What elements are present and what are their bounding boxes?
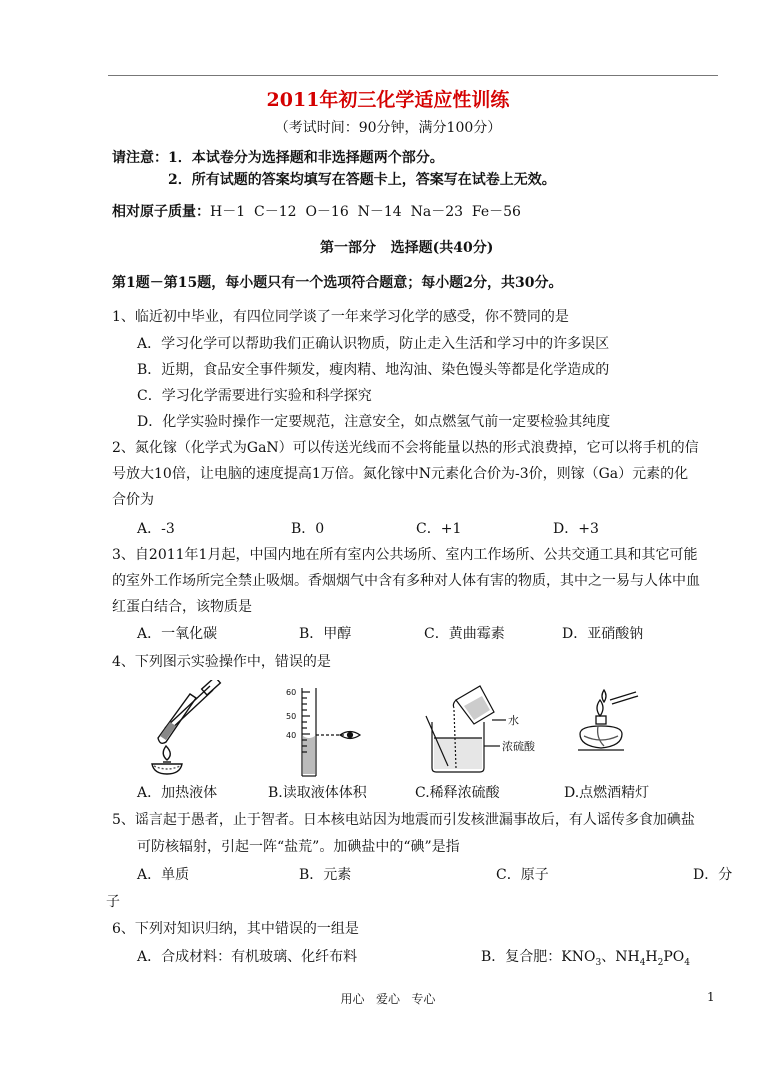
q1-stem: 1、临近初中毕业，有四位同学谈了一年来学习化学的感受，你不赞同的是 [112, 309, 569, 325]
q4-option-a: A．加热液体 [137, 785, 218, 801]
q6-sub-1: 3 [595, 957, 602, 968]
page-title: 2011年初三化学适应性训练 [266, 89, 510, 111]
q6-option-b-prefix: B．复合肥：KNO [481, 949, 596, 965]
q6-option-b-mid2: H [645, 949, 658, 965]
q1-option-c: C．学习化学需要进行实验和科学探究 [137, 388, 372, 404]
q1-option-a: A．学习化学可以帮助我们正确认识物质，防止走入生活和学习中的许多误区 [137, 336, 610, 352]
q4-option-d: D.点燃酒精灯 [564, 785, 650, 801]
scale-label-50: 50 [286, 712, 297, 721]
figure-reading-volume [280, 684, 380, 779]
q6-option-b [481, 947, 690, 967]
q5-option-d-cont: 子 [106, 894, 120, 910]
q3-option-d: D．亚硝酸钠 [562, 626, 644, 642]
section-title: 第一部分 选择题(共40分) [320, 240, 494, 256]
q3-option-c: C．黄曲霉素 [424, 626, 505, 642]
section-instruction: 第1题－第15题，每小题只有一个选项符合题意；每小题2分，共30分。 [112, 275, 563, 291]
q5-option-a: A．单质 [137, 867, 190, 883]
atomic-mass-values: H－1 C－12 O－16 N－14 Na－23 Fe－56 [210, 204, 521, 220]
q6-sub-4: 4 [684, 957, 691, 968]
q4-option-c: C.稀释浓硫酸 [415, 785, 500, 801]
figure-lighting-lamp [570, 680, 660, 775]
q6-stem: 6、下列对知识归纳，其中错误的一组是 [112, 921, 359, 937]
scale-label-40: 40 [286, 731, 297, 740]
q5-option-b: B．元素 [299, 867, 352, 883]
q5-line-2: 可防核辐射，引起一阵“盐荒”。加碘盐中的“碘”是指 [137, 839, 460, 855]
q5-line-1: 5、谣言起于愚者，止于智者。日本核电站因为地震而引发核泄漏事故后，有人谣传多食加碘盐 [112, 812, 695, 828]
label-concentrated-acid: 浓硫酸 [502, 740, 535, 753]
q2-option-b: B．0 [291, 521, 325, 537]
q6-option-b-mid3: PO [663, 949, 685, 965]
header-rule [108, 75, 718, 76]
label-water: 水 [508, 714, 519, 727]
scale-label-60: 60 [286, 688, 297, 697]
q5-option-c: C．原子 [496, 867, 549, 883]
q6-option-b-mid: 、NH [601, 949, 640, 965]
q3-option-a: A．一氧化碳 [137, 626, 218, 642]
q3-line-3: 红蛋白结合，该物质是 [112, 599, 252, 615]
q3-line-2: 的室外工作场所完全禁止吸烟。香烟烟气中含有多种对人体有害的物质，其中之一易与人体中血 [112, 573, 700, 589]
q2-option-d: D．+3 [553, 521, 599, 537]
q2-line-1: 2、氮化镓（化学式为GaN）可以传送光线而不会将能量以热的形式浪费掉，它可以将手机的信 [112, 440, 699, 456]
atomic-mass [112, 202, 521, 222]
q1-option-d: D．化学实验时操作一定要规范，注意安全，如点燃氢气前一定要检验其纯度 [137, 414, 611, 430]
notice-line-2: 2．所有试题的答案均填写在答题卡上，答案写在试卷上无效。 [168, 172, 556, 188]
q3-option-b: B．甲醇 [299, 626, 352, 642]
page-number: 1 [707, 990, 715, 1004]
q6-sub-3: 2 [657, 957, 664, 968]
q3-line-1: 3、自2011年1月起，中国内地在所有室内公共场所、室内工作场所、公共交通工具和其它可能 [112, 547, 698, 563]
figure-heating-liquid [140, 680, 240, 775]
atomic-mass-label: 相对原子质量： [112, 204, 210, 220]
q2-option-a: A．-3 [137, 521, 175, 537]
q6-sub-2: 4 [639, 957, 646, 968]
notice-line-1: 请注意：1．本试卷分为选择题和非选择题两个部分。 [112, 150, 444, 166]
q2-line-3: 合价为 [112, 492, 154, 508]
q4-stem: 4、下列图示实验操作中，错误的是 [112, 654, 331, 670]
q1-option-b: B．近期，食品安全事件频发，瘦肉精、地沟油、染色馒头等都是化学造成的 [137, 362, 610, 378]
figure-diluting-acid [418, 680, 538, 775]
footer-motto: 用心 爱心 专心 [340, 992, 436, 1006]
q6-option-a: A．合成材料：有机玻璃、化纤布料 [137, 949, 358, 965]
exam-info: （考试时间：90分钟，满分100分） [274, 120, 502, 136]
q4-option-b: B.读取液体体积 [268, 785, 367, 801]
q2-option-c: C．+1 [416, 521, 462, 537]
q2-line-2: 号放大10倍，让电脑的速度提高1万倍。氮化镓中N元素化合价为-3价，则镓（Ga）元素的化 [112, 466, 689, 482]
q5-option-d: D．分 [693, 867, 733, 883]
